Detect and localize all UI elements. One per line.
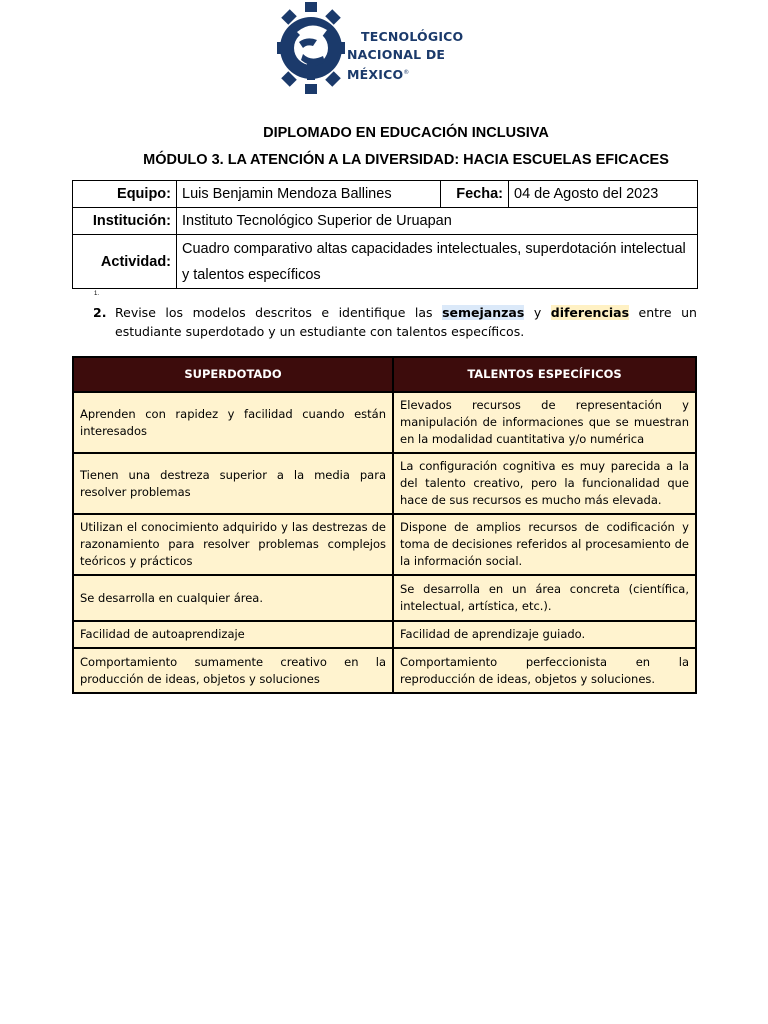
table-row xyxy=(73,392,696,453)
table-cell: Se desarrolla en un área concreta (científica, intelectual, artística, etc.). xyxy=(393,575,696,621)
logo-wordmark xyxy=(347,28,492,84)
table-cell: Aprenden con rapidez y facilidad cuando están interesados xyxy=(73,392,393,453)
list-number-2: 2. xyxy=(93,305,107,320)
table-row xyxy=(73,648,696,693)
table-row xyxy=(73,453,696,514)
actividad-value: Cuadro comparativo altas capacidades intelectuales, superdotación intelectual y talentos específicos xyxy=(177,235,698,289)
institucion-label: Institución: xyxy=(73,208,177,235)
header-superdotado: SUPERDOTADO xyxy=(73,357,393,392)
comparison-table xyxy=(72,356,697,694)
institution-logo xyxy=(277,2,492,94)
institucion-value: Instituto Tecnológico Superior de Uruapan xyxy=(177,208,698,235)
table-cell: Comportamiento perfeccionista en la reproducción de ideas, objetos y soluciones. xyxy=(393,648,696,693)
logo-line2-text: NACIONAL DE MÉXICO xyxy=(347,47,446,83)
logo-line1: TECNOLÓGICO xyxy=(361,29,464,44)
document-subtitle: MÓDULO 3. LA ATENCIÓN A LA DIVERSIDAD: HACIA ESCUELAS EFICACES xyxy=(143,152,669,168)
table-cell: Dispone de amplios recursos de codificación y toma de decisiones referidos al procesamiento de la información social. xyxy=(393,514,696,575)
header-talentos: TALENTOS ESPECÍFICOS xyxy=(393,357,696,392)
table-cell: Tienen una destreza superior a la media para resolver problemas xyxy=(73,453,393,514)
info-row-equipo xyxy=(73,181,698,208)
list-number-1: 1. xyxy=(94,291,100,297)
instruction-text-end: entre un estudiante superdotado y un estudiante con talentos específicos. xyxy=(115,305,697,339)
instruction-text xyxy=(93,303,697,341)
table-row xyxy=(73,514,696,575)
info-row-actividad xyxy=(73,235,698,289)
info-row-institucion xyxy=(73,208,698,235)
table-cell: La configuración cognitiva es muy parecida a la del talento creativo, pero la funcionalidad que hace de sus recursos es mucho más elevada. xyxy=(393,453,696,514)
table-row xyxy=(73,575,696,621)
table-cell: Utilizan el conocimiento adquirido y las destrezas de razonamiento para resolver problemas complejos teóricos y prácticos xyxy=(73,514,393,575)
logo-line2 xyxy=(347,46,492,84)
comparison-header-row xyxy=(73,357,696,392)
document-title: DIPLOMADO EN EDUCACIÓN INCLUSIVA xyxy=(263,125,549,141)
fecha-label: Fecha: xyxy=(441,181,509,208)
table-cell: Comportamiento sumamente creativo en la producción de ideas, objetos y soluciones xyxy=(73,648,393,693)
highlight-diferencias: diferencias xyxy=(550,305,630,320)
table-row xyxy=(73,621,696,648)
highlight-semejanzas: semejanzas xyxy=(442,305,525,320)
table-cell: Se desarrolla en cualquier área. xyxy=(73,575,393,621)
fecha-value: 04 de Agosto del 2023 xyxy=(509,181,698,208)
actividad-label: Actividad: xyxy=(73,235,177,289)
info-table xyxy=(72,180,698,289)
instruction-text-start: Revise los modelos descritos e identifique las xyxy=(115,305,443,320)
instruction-text-middle: y xyxy=(524,305,551,320)
registered-mark: ® xyxy=(403,69,410,76)
table-cell: Facilidad de autoaprendizaje xyxy=(73,621,393,648)
table-cell: Facilidad de aprendizaje guiado. xyxy=(393,621,696,648)
table-cell: Elevados recursos de representación y manipulación de informaciones que se muestran en la modalidad cuantitativa y/o numérica xyxy=(393,392,696,453)
gear-eagle-logo-icon xyxy=(277,2,345,94)
equipo-label: Equipo: xyxy=(73,181,177,208)
instruction-item xyxy=(93,303,697,341)
equipo-value: Luis Benjamin Mendoza Ballines xyxy=(177,181,441,208)
